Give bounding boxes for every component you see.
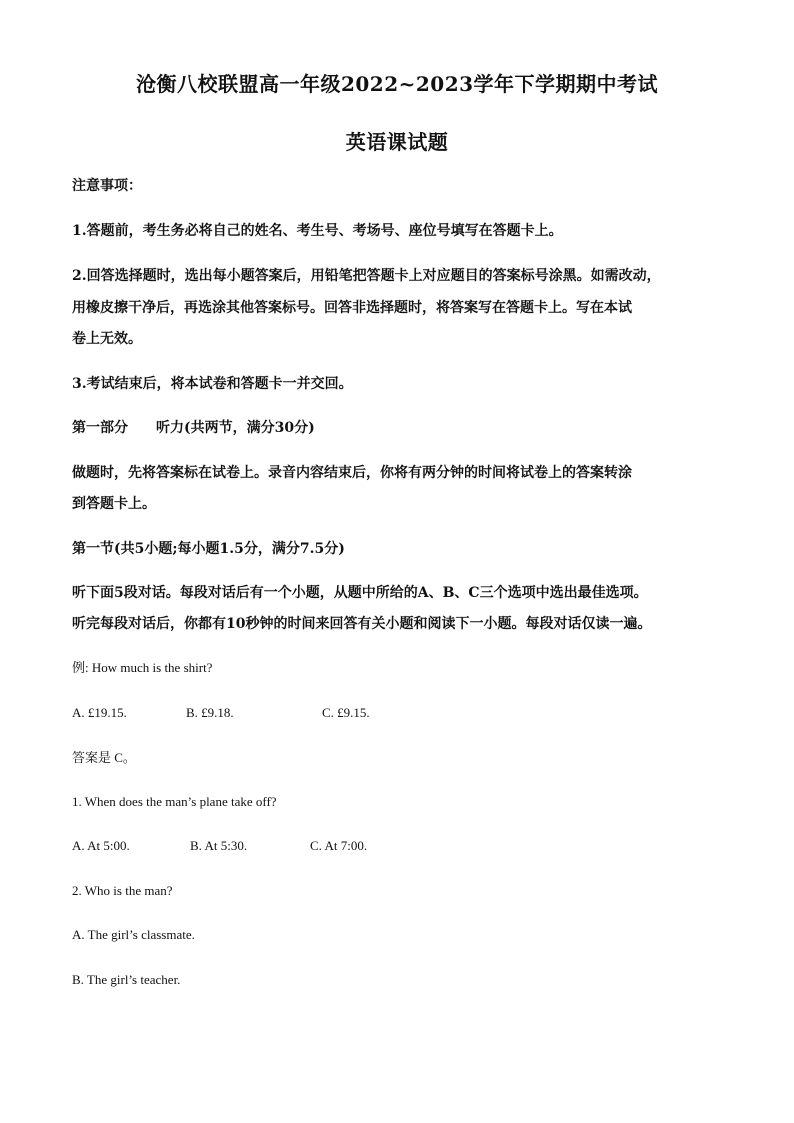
part1-intro-line-2: 到答题卡上。	[72, 496, 156, 512]
question-2-text: 2. Who is the man?	[72, 883, 173, 898]
question-2-option-a: A. The girl’s classmate.	[72, 927, 195, 942]
part1-intro-line-1: 做题时，先将答案标在试卷上。录音内容结束后，你将有两分钟的时间将试卷上的答案转涂	[72, 465, 632, 481]
notice-heading: 注意事项：	[72, 178, 142, 194]
example-question: 例: How much is the shirt?	[72, 660, 213, 675]
notice-item-2-line-1: 2.回答选择题时，选出每小题答案后，用铅笔把答题卡上对应题目的答案标号涂黑。如需改动，	[72, 268, 661, 284]
question-1-option-c: C. At 7:00.	[310, 838, 368, 853]
section1-instructions-line-2: 听完每段对话后，你都有10秒钟的时间来回答有关小题和阅读下一小题。每段对话仅读一遍。	[72, 616, 652, 632]
notice-item-3: 3.考试结束后，将本试卷和答题卡一并交回。	[72, 376, 353, 392]
example-option-b: B. £9.18.	[186, 705, 234, 720]
question-2-option-b: B. The girl’s teacher.	[72, 972, 181, 987]
section1-heading: 第一节(共5小题;每小题1.5分，满分7.5分)	[72, 541, 345, 557]
example-answer: 答案是 C。	[72, 750, 136, 765]
section1-instructions-line-1: 听下面5段对话。每段对话后有一个小题，从题中所给的A、B、C三个选项中选出最佳选项。	[72, 585, 648, 601]
part1-heading: 第一部分 听力(共两节，满分30分)	[72, 420, 315, 436]
question-1-option-a: A. At 5:00.	[72, 838, 130, 853]
exam-subtitle: 英语课试题	[345, 130, 449, 154]
exam-title: 沧衡八校联盟高一年级2022~2023学年下学期期中考试	[135, 72, 659, 96]
example-option-a: A. £19.15.	[72, 705, 127, 720]
notice-item-2-line-2: 用橡皮擦干净后，再选涂其他答案标号。回答非选择题时，将答案写在答题卡上。写在本试	[72, 300, 632, 316]
notice-item-1: 1.答题前，考生务必将自己的姓名、考生号、考场号、座位号填写在答题卡上。	[72, 223, 563, 239]
question-1-text: 1. When does the man’s plane take off?	[72, 794, 277, 809]
notice-item-2-line-3: 卷上无效。	[72, 331, 142, 347]
example-option-c: C. £9.15.	[322, 705, 370, 720]
question-1-option-b: B. At 5:30.	[190, 838, 248, 853]
